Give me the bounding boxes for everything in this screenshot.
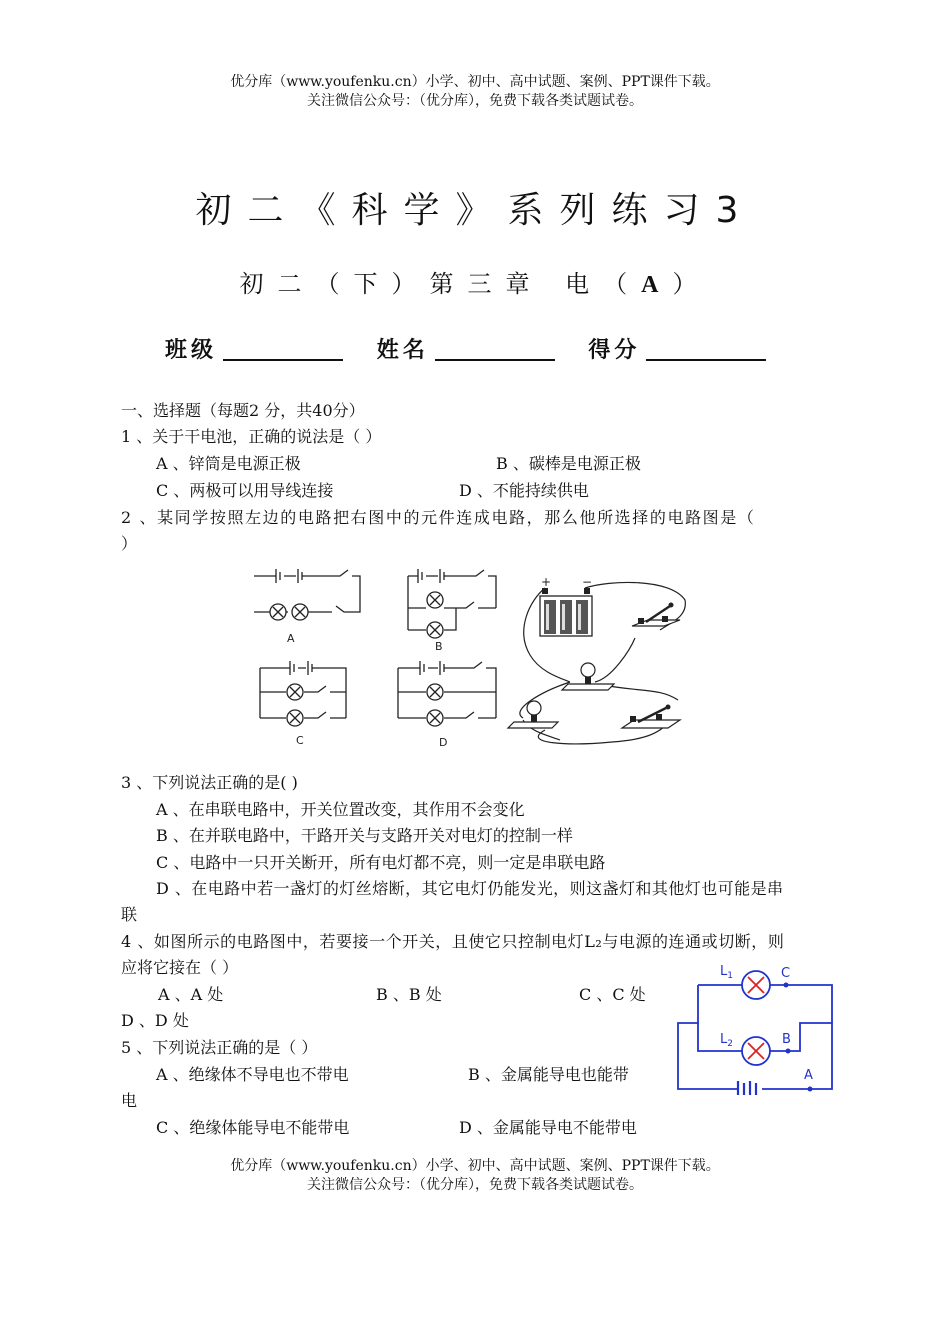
q1-option-a: A 、锌筒是电源正极	[156, 454, 301, 473]
point-c-dot	[784, 983, 789, 988]
q2-stem: 2 、某同学按照左边的电路把右图中的元件连成电路，那么他所选择的电路图是（	[121, 508, 756, 527]
q1-stem: 1 、关于干电池，正确的说法是（ ）	[121, 427, 382, 446]
q1-option-b: B 、碳棒是电源正极	[496, 454, 641, 473]
subtitle-suffix: ）	[672, 270, 711, 298]
q5-option-b: B 、金属能导电也能带	[468, 1065, 629, 1084]
point-a-label: A	[804, 1068, 813, 1083]
bulb-left	[508, 701, 558, 728]
circuit-d	[398, 661, 496, 726]
circuit-b	[408, 569, 496, 638]
q3-option-c: C 、电路中一只开关断开，所有电灯都不亮，则一定是串联电路	[156, 853, 606, 872]
circuit-d-label: D	[439, 736, 448, 749]
circuit-b-label: B	[435, 640, 443, 653]
page-title: 初二《科学》系列练习3	[195, 190, 755, 231]
header-line-2: 关注微信公众号：（优分库），免费下载各类试题试卷。	[307, 93, 643, 109]
student-info	[165, 333, 788, 364]
name-label: 姓名	[376, 338, 429, 363]
q4-stem: 4 、如图所示的电路图中，若要接一个开关，且使它只控制电灯L₂与电源的连通或切断，则	[121, 932, 785, 951]
score-label: 得分	[588, 338, 641, 363]
score-blank[interactable]	[646, 339, 766, 361]
q3-option-d-end: 联	[121, 905, 138, 924]
q5-option-c: C 、绝缘体能导电不能带电	[156, 1118, 350, 1137]
point-c-label: C	[781, 966, 791, 981]
q2-circuit-figure	[240, 560, 700, 760]
footer-line-2: 关注微信公众号：（优分库），免费下载各类试题试卷。	[307, 1177, 643, 1193]
physical-circuit-picture	[508, 575, 685, 744]
header-line-1: 优分库（www.youfenku.cn）小学、初中、高中试题、案例、PPT课件下载。	[230, 74, 720, 90]
section-heading: 一、选择题（每题2 分，共40分）	[121, 401, 365, 420]
q4-circuit-diagram	[670, 955, 840, 1095]
circuit-a	[254, 569, 360, 620]
q1-option-c: C 、两极可以用导线连接	[156, 481, 334, 500]
subtitle-prefix: 初二（下）第三章 电（	[239, 270, 642, 298]
q3-option-d: D 、在电路中若一盏灯的灯丝熔断，其它电灯仍能发光，则这盏灯和其他灯也可能是串	[156, 879, 784, 898]
circuit-a-label: A	[287, 632, 295, 645]
class-label: 班级	[165, 338, 218, 363]
q4-option-b: B 、B 处	[376, 985, 442, 1004]
class-blank[interactable]	[223, 339, 343, 361]
point-b-label: B	[782, 1032, 791, 1047]
circuit-c	[260, 661, 346, 726]
q3-stem: 3 、下列说法正确的是( )	[121, 773, 298, 792]
q4-stem-2: 应将它接在（ ）	[121, 958, 239, 977]
subtitle-letter: A	[641, 272, 673, 298]
lamp-l1-label: $L_1$	[720, 964, 733, 981]
point-b-dot	[786, 1049, 791, 1054]
battery-minus-sign: −	[582, 575, 593, 589]
q1-option-d: D 、不能持续供电	[459, 481, 589, 500]
q2-stem-end: ）	[121, 534, 138, 553]
q4-option-d: D 、D 处	[121, 1011, 189, 1030]
q4-option-c: C 、C 处	[579, 985, 646, 1004]
page-subtitle	[0, 264, 950, 299]
q5-option-a: A 、绝缘体不导电也不带电	[156, 1065, 349, 1084]
q5-stem: 5 、下列说法正确的是（ ）	[121, 1038, 318, 1057]
switch-bottom	[622, 705, 680, 729]
circuit-c-label: C	[296, 734, 304, 747]
footer-line-1: 优分库（www.youfenku.cn）小学、初中、高中试题、案例、PPT课件下载。	[230, 1158, 720, 1174]
q4-option-a: A 、A 处	[158, 985, 224, 1004]
point-a-dot	[808, 1087, 813, 1092]
q5-option-b-end: 电	[121, 1091, 138, 1110]
name-blank[interactable]	[435, 339, 555, 361]
q3-option-a: A 、在串联电路中，开关位置改变，其作用不会变化	[156, 800, 525, 819]
q5-option-d: D 、金属能导电不能带电	[459, 1118, 637, 1137]
switch-top	[632, 603, 680, 627]
battery-pack	[540, 588, 592, 636]
lamp-l2-label: $L_2$	[720, 1032, 733, 1049]
battery-plus-sign: +	[541, 575, 552, 589]
q3-option-b: B 、在并联电路中，干路开关与支路开关对电灯的控制一样	[156, 826, 573, 845]
